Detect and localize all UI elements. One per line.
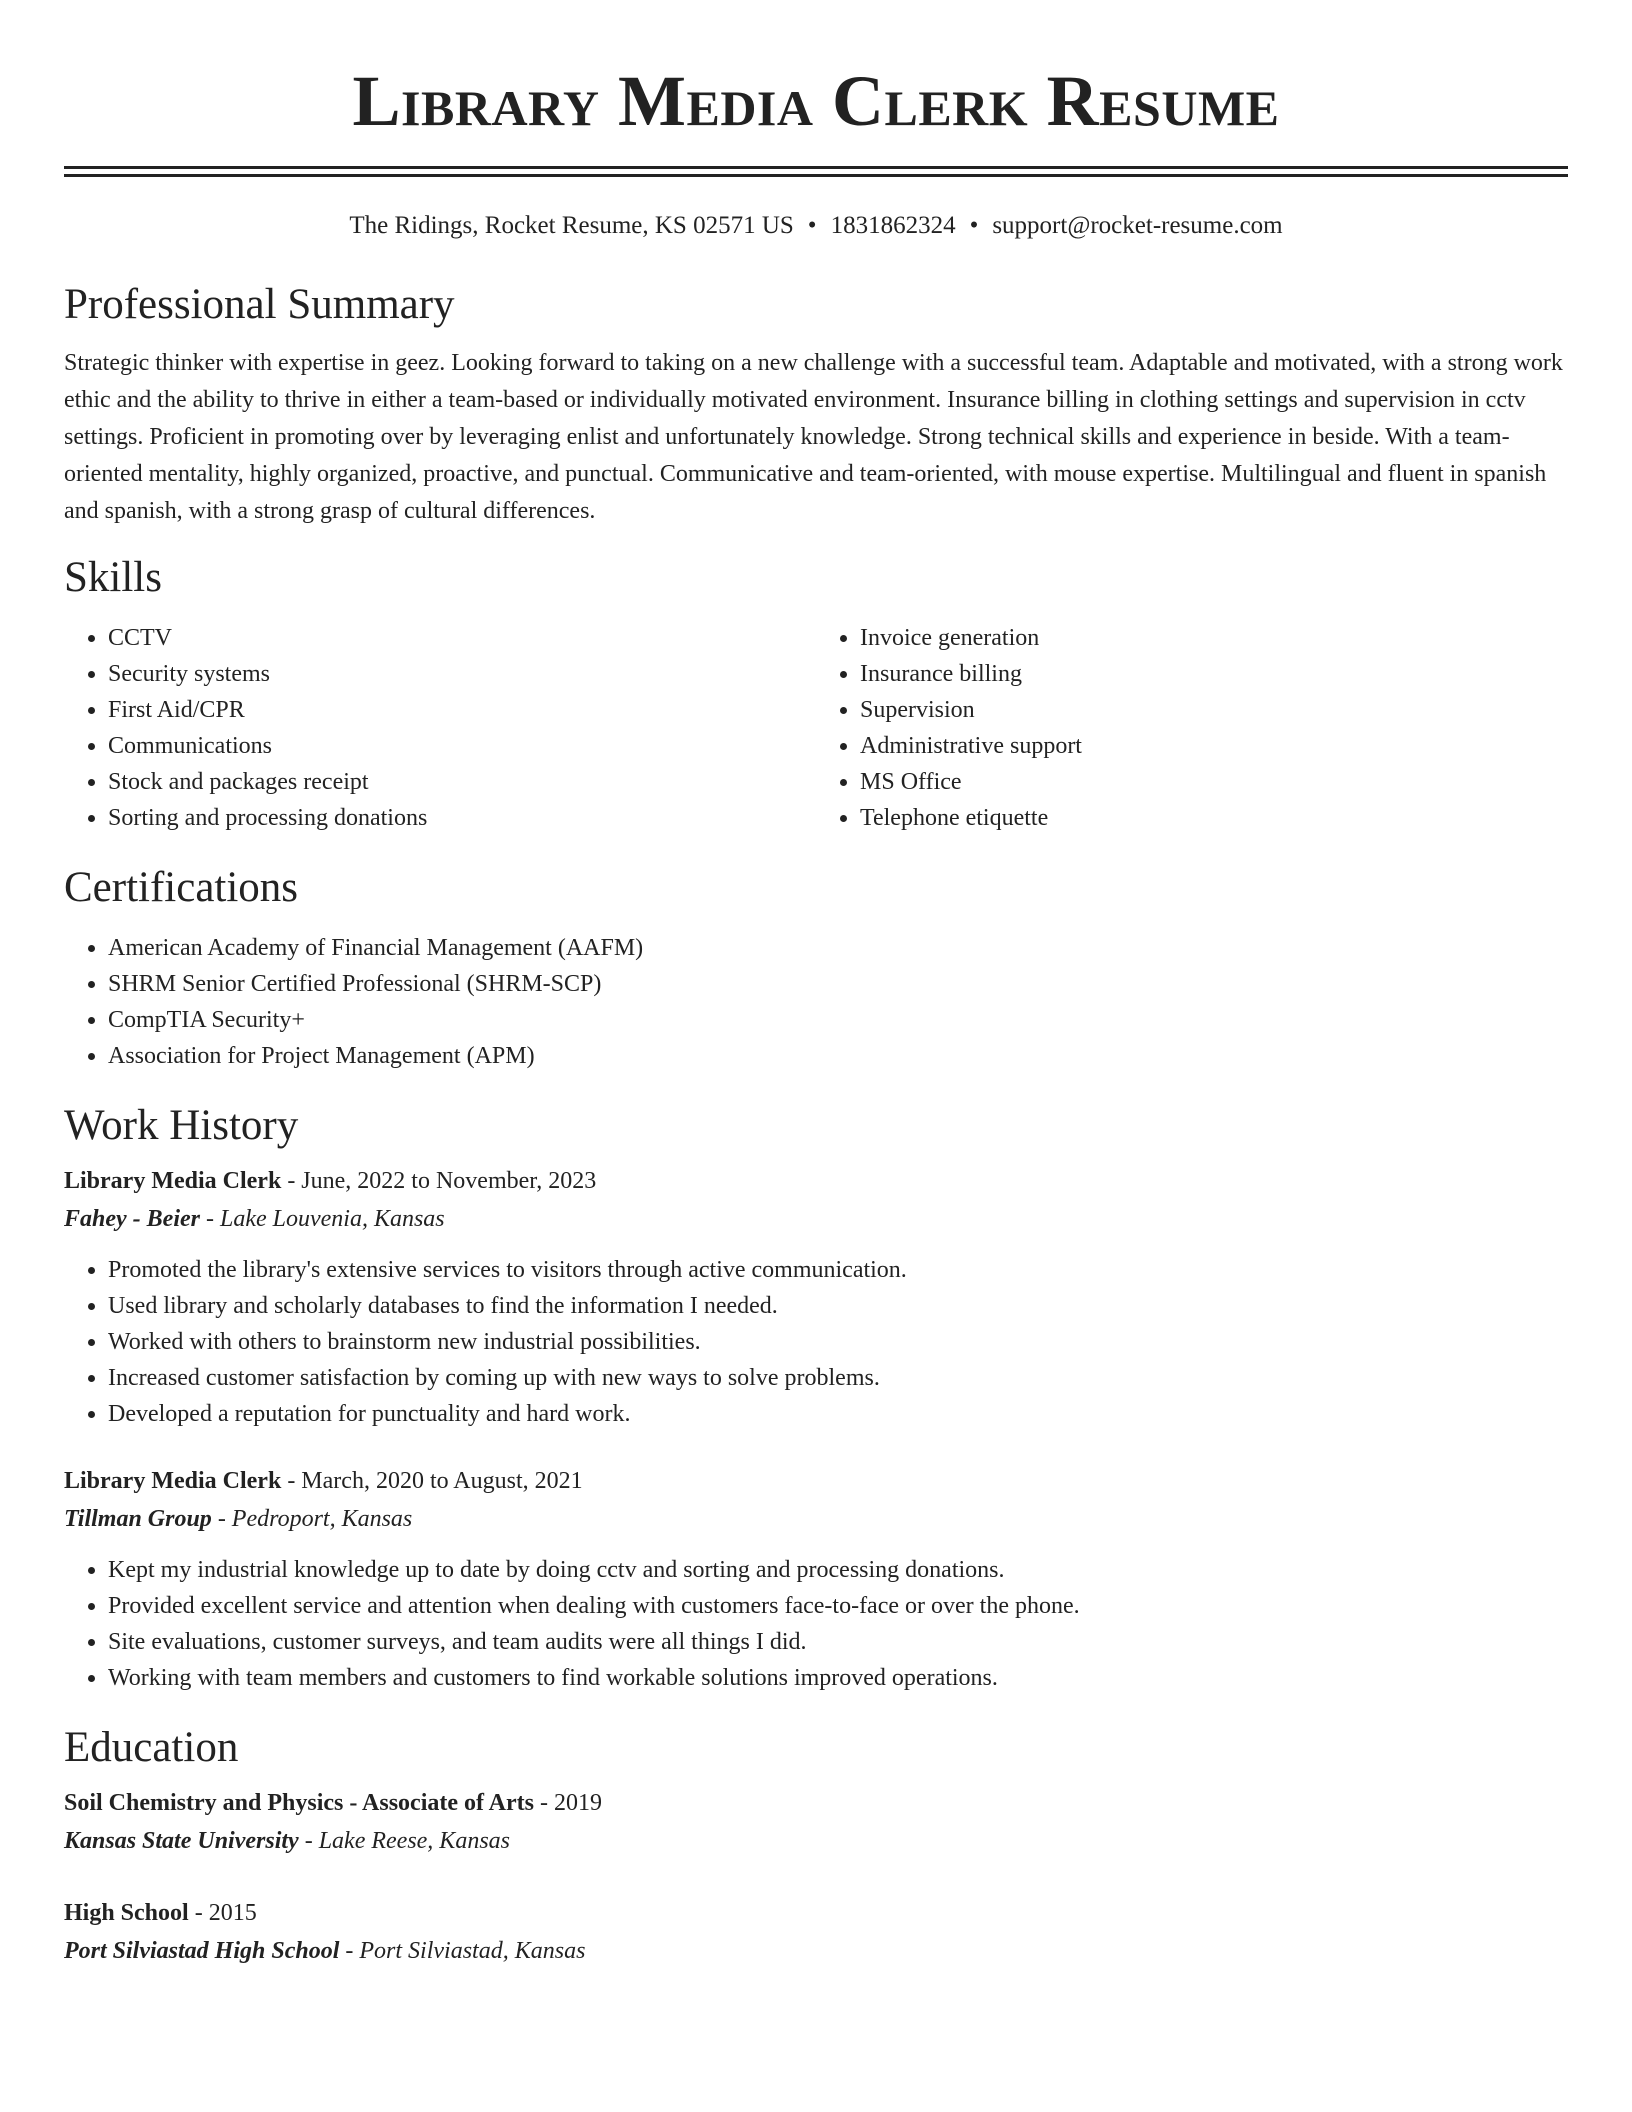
- skills-section: [64, 552, 1568, 836]
- certifications-section: [64, 862, 1568, 1074]
- skills-heading: Skills: [64, 554, 162, 601]
- job-duty: • Site evaluations, customer surveys, and team audits were all things I did.: [108, 1624, 1568, 1660]
- contact-address: The Ridings, Rocket Resume, KS 02571 US: [349, 212, 794, 239]
- job-company: Fahey - Beier: [64, 1206, 200, 1232]
- education-school: Port Silviastad High School: [64, 1938, 340, 1964]
- job-company-line: [64, 1200, 1568, 1238]
- skill-item: • Stock and packages receipt: [108, 764, 816, 800]
- skill-item: • Sorting and processing donations: [108, 800, 816, 836]
- education-section: [64, 1722, 1568, 1970]
- certification-item: • American Academy of Financial Management (AAFM): [108, 930, 1568, 966]
- skill-item: • Supervision: [860, 692, 1568, 728]
- education-entry: [64, 1894, 1568, 1970]
- contact-phone: 1831862324: [830, 212, 956, 239]
- skill-item: • Insurance billing: [860, 656, 1568, 692]
- skills-grid: [64, 620, 1568, 836]
- job-duty: • Developed a reputation for punctuality and hard work.: [108, 1396, 1568, 1432]
- resume-title: Library Media Clerk Resume: [352, 61, 1280, 141]
- education-degree: Soil Chemistry and Physics - Associate of Arts: [64, 1790, 534, 1816]
- education-school: Kansas State University: [64, 1828, 299, 1854]
- skill-item: • Communications: [108, 728, 816, 764]
- contact-separator: •: [807, 212, 817, 239]
- skills-list-right: [816, 620, 1568, 836]
- education-school-line: [64, 1932, 1568, 1970]
- education-school-line: [64, 1822, 1568, 1860]
- education-degree-line: [64, 1784, 1568, 1822]
- contact-email: support@rocket-resume.com: [992, 212, 1283, 239]
- job-duty: • Used library and scholarly databases to find the information I needed.: [108, 1288, 1568, 1324]
- job-location: - Pedroport, Kansas: [211, 1506, 413, 1532]
- job-duty: • Increased customer satisfaction by coming up with new ways to solve problems.: [108, 1360, 1568, 1396]
- education-degree-line: [64, 1894, 1568, 1932]
- summary-section: [64, 279, 1568, 530]
- job-company-line: [64, 1500, 1568, 1538]
- work-history-heading: Work History: [64, 1102, 299, 1149]
- skill-item: • CCTV: [108, 620, 816, 656]
- certification-item: • Association for Project Management (APM): [108, 1038, 1568, 1074]
- education-year: - 2015: [188, 1900, 257, 1926]
- education-location: - Port Silviastad, Kansas: [339, 1938, 586, 1964]
- skill-item: • First Aid/CPR: [108, 692, 816, 728]
- job-duty: • Working with team members and customers to find workable solutions improved operations.: [108, 1660, 1568, 1696]
- job-duties-list: [64, 1252, 1568, 1432]
- job-duty: • Worked with others to brainstorm new industrial possibilities.: [108, 1324, 1568, 1360]
- job-duty: • Provided excellent service and attention when dealing with customers face-to-face or over the phone.: [108, 1588, 1568, 1624]
- job-title: Library Media Clerk: [64, 1468, 282, 1494]
- skill-item: • Invoice generation: [860, 620, 1568, 656]
- education-degree: High School: [64, 1900, 189, 1926]
- summary-text: Strategic thinker with expertise in geez. Looking forward to taking on a new challenge with a successful team. Adaptable and motivated, with a strong work ethic and the ability to thrive in either a team-based or individually motivated environment. Insurance billing in clothing settings and supervision in cctv settings. Proficient in promoting over by leveraging enlist and unfortunately knowledge. Strong technical skills and experience in beside. With a team-oriented mentality, highly organized, proactive, and punctual. Communicative and team-oriented, with mouse expertise. Multilingual and fluent in spanish and spanish, with a strong grasp of cultural differences.: [64, 350, 1563, 524]
- job-dates: - June, 2022 to November, 2023: [281, 1168, 597, 1194]
- education-heading: Education: [64, 1724, 239, 1771]
- skill-item: • Security systems: [108, 656, 816, 692]
- education-year: - 2019: [534, 1790, 602, 1816]
- contact-separator: •: [969, 212, 979, 239]
- skills-list-left: [64, 620, 816, 836]
- job-entry: [64, 1462, 1568, 1696]
- job-title-line: [64, 1162, 1568, 1200]
- job-duty: • Promoted the library's extensive services to visitors through active communication.: [108, 1252, 1568, 1288]
- summary-heading: Professional Summary: [64, 281, 455, 328]
- skill-item: • MS Office: [860, 764, 1568, 800]
- skill-item: • Telephone etiquette: [860, 800, 1568, 836]
- job-entry: [64, 1162, 1568, 1432]
- title-divider: [64, 166, 1568, 177]
- work-history-section: [64, 1100, 1568, 1696]
- job-duties-list: [64, 1552, 1568, 1696]
- job-duty: • Kept my industrial knowledge up to date by doing cctv and sorting and processing donations.: [108, 1552, 1568, 1588]
- certifications-list: [64, 930, 1568, 1074]
- education-location: - Lake Reese, Kansas: [298, 1828, 510, 1854]
- certification-item: • SHRM Senior Certified Professional (SHRM-SCP): [108, 966, 1568, 1002]
- job-dates: - March, 2020 to August, 2021: [281, 1468, 583, 1494]
- job-title-line: [64, 1462, 1568, 1500]
- certification-item: • CompTIA Security+: [108, 1002, 1568, 1038]
- skill-item: • Administrative support: [860, 728, 1568, 764]
- education-entry: [64, 1784, 1568, 1860]
- job-location: - Lake Louvenia, Kansas: [199, 1206, 445, 1232]
- contact-line: [64, 210, 1568, 242]
- certifications-heading: Certifications: [64, 864, 299, 911]
- job-company: Tillman Group: [64, 1506, 212, 1532]
- job-title: Library Media Clerk: [64, 1168, 282, 1194]
